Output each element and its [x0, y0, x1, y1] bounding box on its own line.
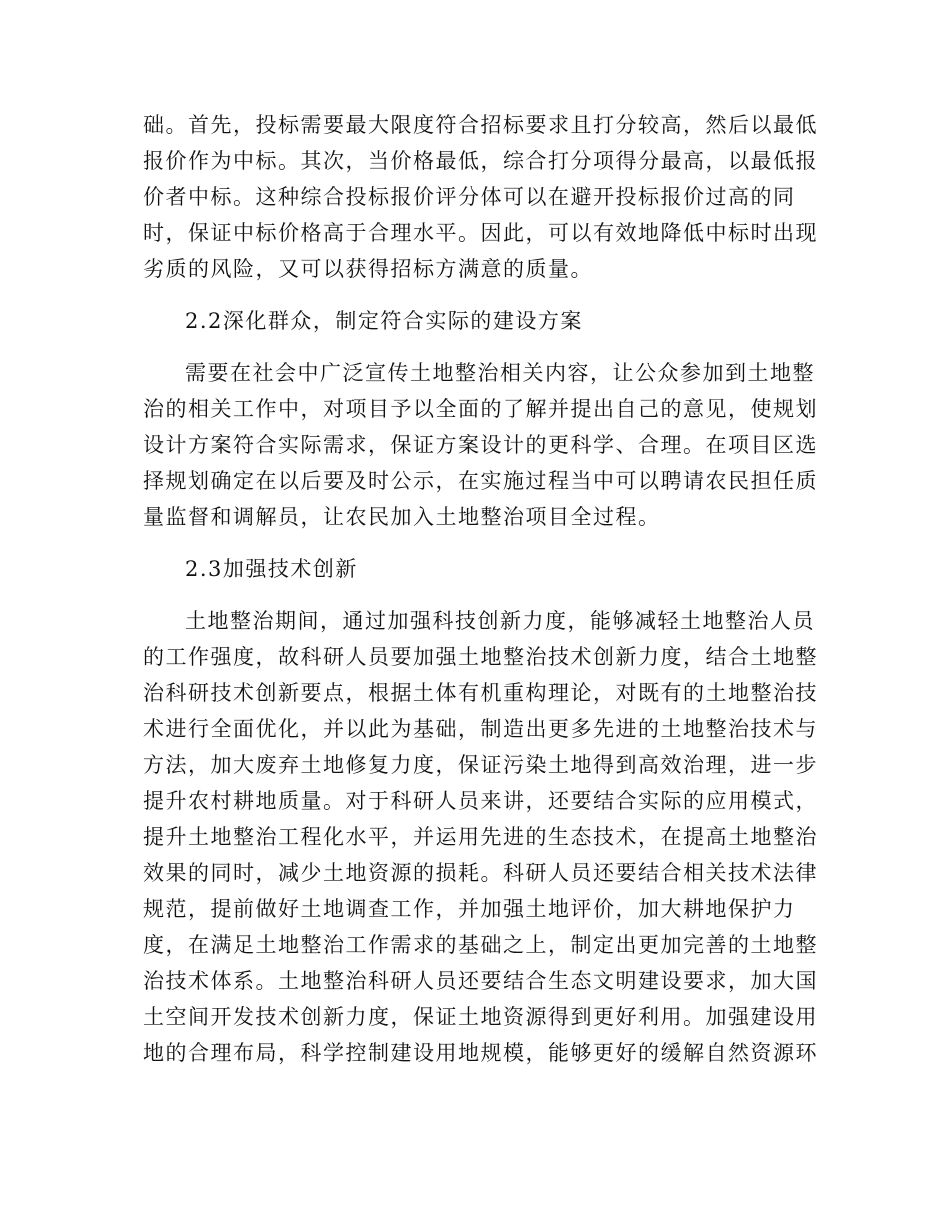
- section-heading: [143, 303, 808, 339]
- text-line: 劣质的风险，又可以获得招标方满意的质量。: [143, 257, 593, 281]
- heading-text: 2.3加强技术创新: [185, 557, 358, 581]
- paragraph: [143, 603, 818, 1071]
- text-line: 提升土地整治工程化水平，并运用先进的生态技术，在提高土地整治: [143, 825, 818, 849]
- text-line: 的工作强度，故科研人员要加强土地整治技术创新力度，结合土地整: [143, 645, 818, 669]
- text-line: 土地整治期间，通过加强科技创新力度，能够减轻土地整治人员: [185, 609, 815, 633]
- text-line: 需要在社会中广泛宣传土地整治相关内容，让公众参加到土地整: [185, 361, 815, 385]
- paragraph: [143, 355, 818, 535]
- text-line: 治技术体系。土地整治科研人员还要结合生态文明建设要求，加大国: [143, 969, 818, 993]
- text-line: 时，保证中标价格高于合理水平。因此，可以有效地降低中标时出现: [143, 221, 818, 245]
- text-line: 规范，提前做好土地调查工作，并加强土地评价，加大耕地保护力: [143, 897, 796, 921]
- paragraph-spacer: [143, 287, 808, 303]
- text-line: 设计方案符合实际需求，保证方案设计的更科学、合理。在项目区选: [143, 433, 818, 457]
- text-line: 础。首先，投标需要最大限度符合招标要求且打分较高，然后以最低: [143, 113, 818, 137]
- text-line: 方法，加大废弃土地修复力度，保证污染土地得到高效治理，进一步: [143, 753, 818, 777]
- text-line: 土空间开发技术创新力度，保证土地资源得到更好利用。加强建设用: [143, 1005, 818, 1029]
- section-heading: [143, 551, 808, 587]
- paragraph: [143, 107, 818, 287]
- document-body: [143, 107, 818, 1071]
- text-line: 治科研技术创新要点，根据土体有机重构理论，对既有的土地整治技: [143, 681, 818, 705]
- paragraph-spacer: [143, 535, 808, 551]
- text-line: 价者中标。这种综合投标报价评分体可以在避开投标报价过高的同: [143, 185, 796, 209]
- heading-text: 2.2深化群众，制定符合实际的建设方案: [185, 309, 583, 333]
- paragraph-spacer: [143, 339, 808, 355]
- text-line: 效果的同时，减少土地资源的损耗。科研人员还要结合相关技术法律: [143, 861, 818, 885]
- text-line: 报价作为中标。其次，当价格最低，综合打分项得分最高，以最低报: [143, 149, 818, 173]
- text-line: 择规划确定在以后要及时公示，在实施过程当中可以聘请农民担任质: [143, 469, 818, 493]
- text-line: 量监督和调解员，让农民加入土地整治项目全过程。: [143, 505, 661, 529]
- text-line: 术进行全面优化，并以此为基础，制造出更多先进的土地整治技术与: [143, 717, 818, 741]
- paragraph-spacer: [143, 587, 808, 603]
- text-line: 度，在满足土地整治工作需求的基础之上，制定出更加完善的土地整: [143, 933, 818, 957]
- text-line: 提升农村耕地质量。对于科研人员来讲，还要结合实际的应用模式，: [143, 789, 818, 813]
- text-line: 治的相关工作中，对项目予以全面的了解并提出自己的意见，使规划: [143, 397, 818, 421]
- text-line: 地的合理布局，科学控制建设用地规模，能够更好的缓解自然资源环: [143, 1041, 818, 1065]
